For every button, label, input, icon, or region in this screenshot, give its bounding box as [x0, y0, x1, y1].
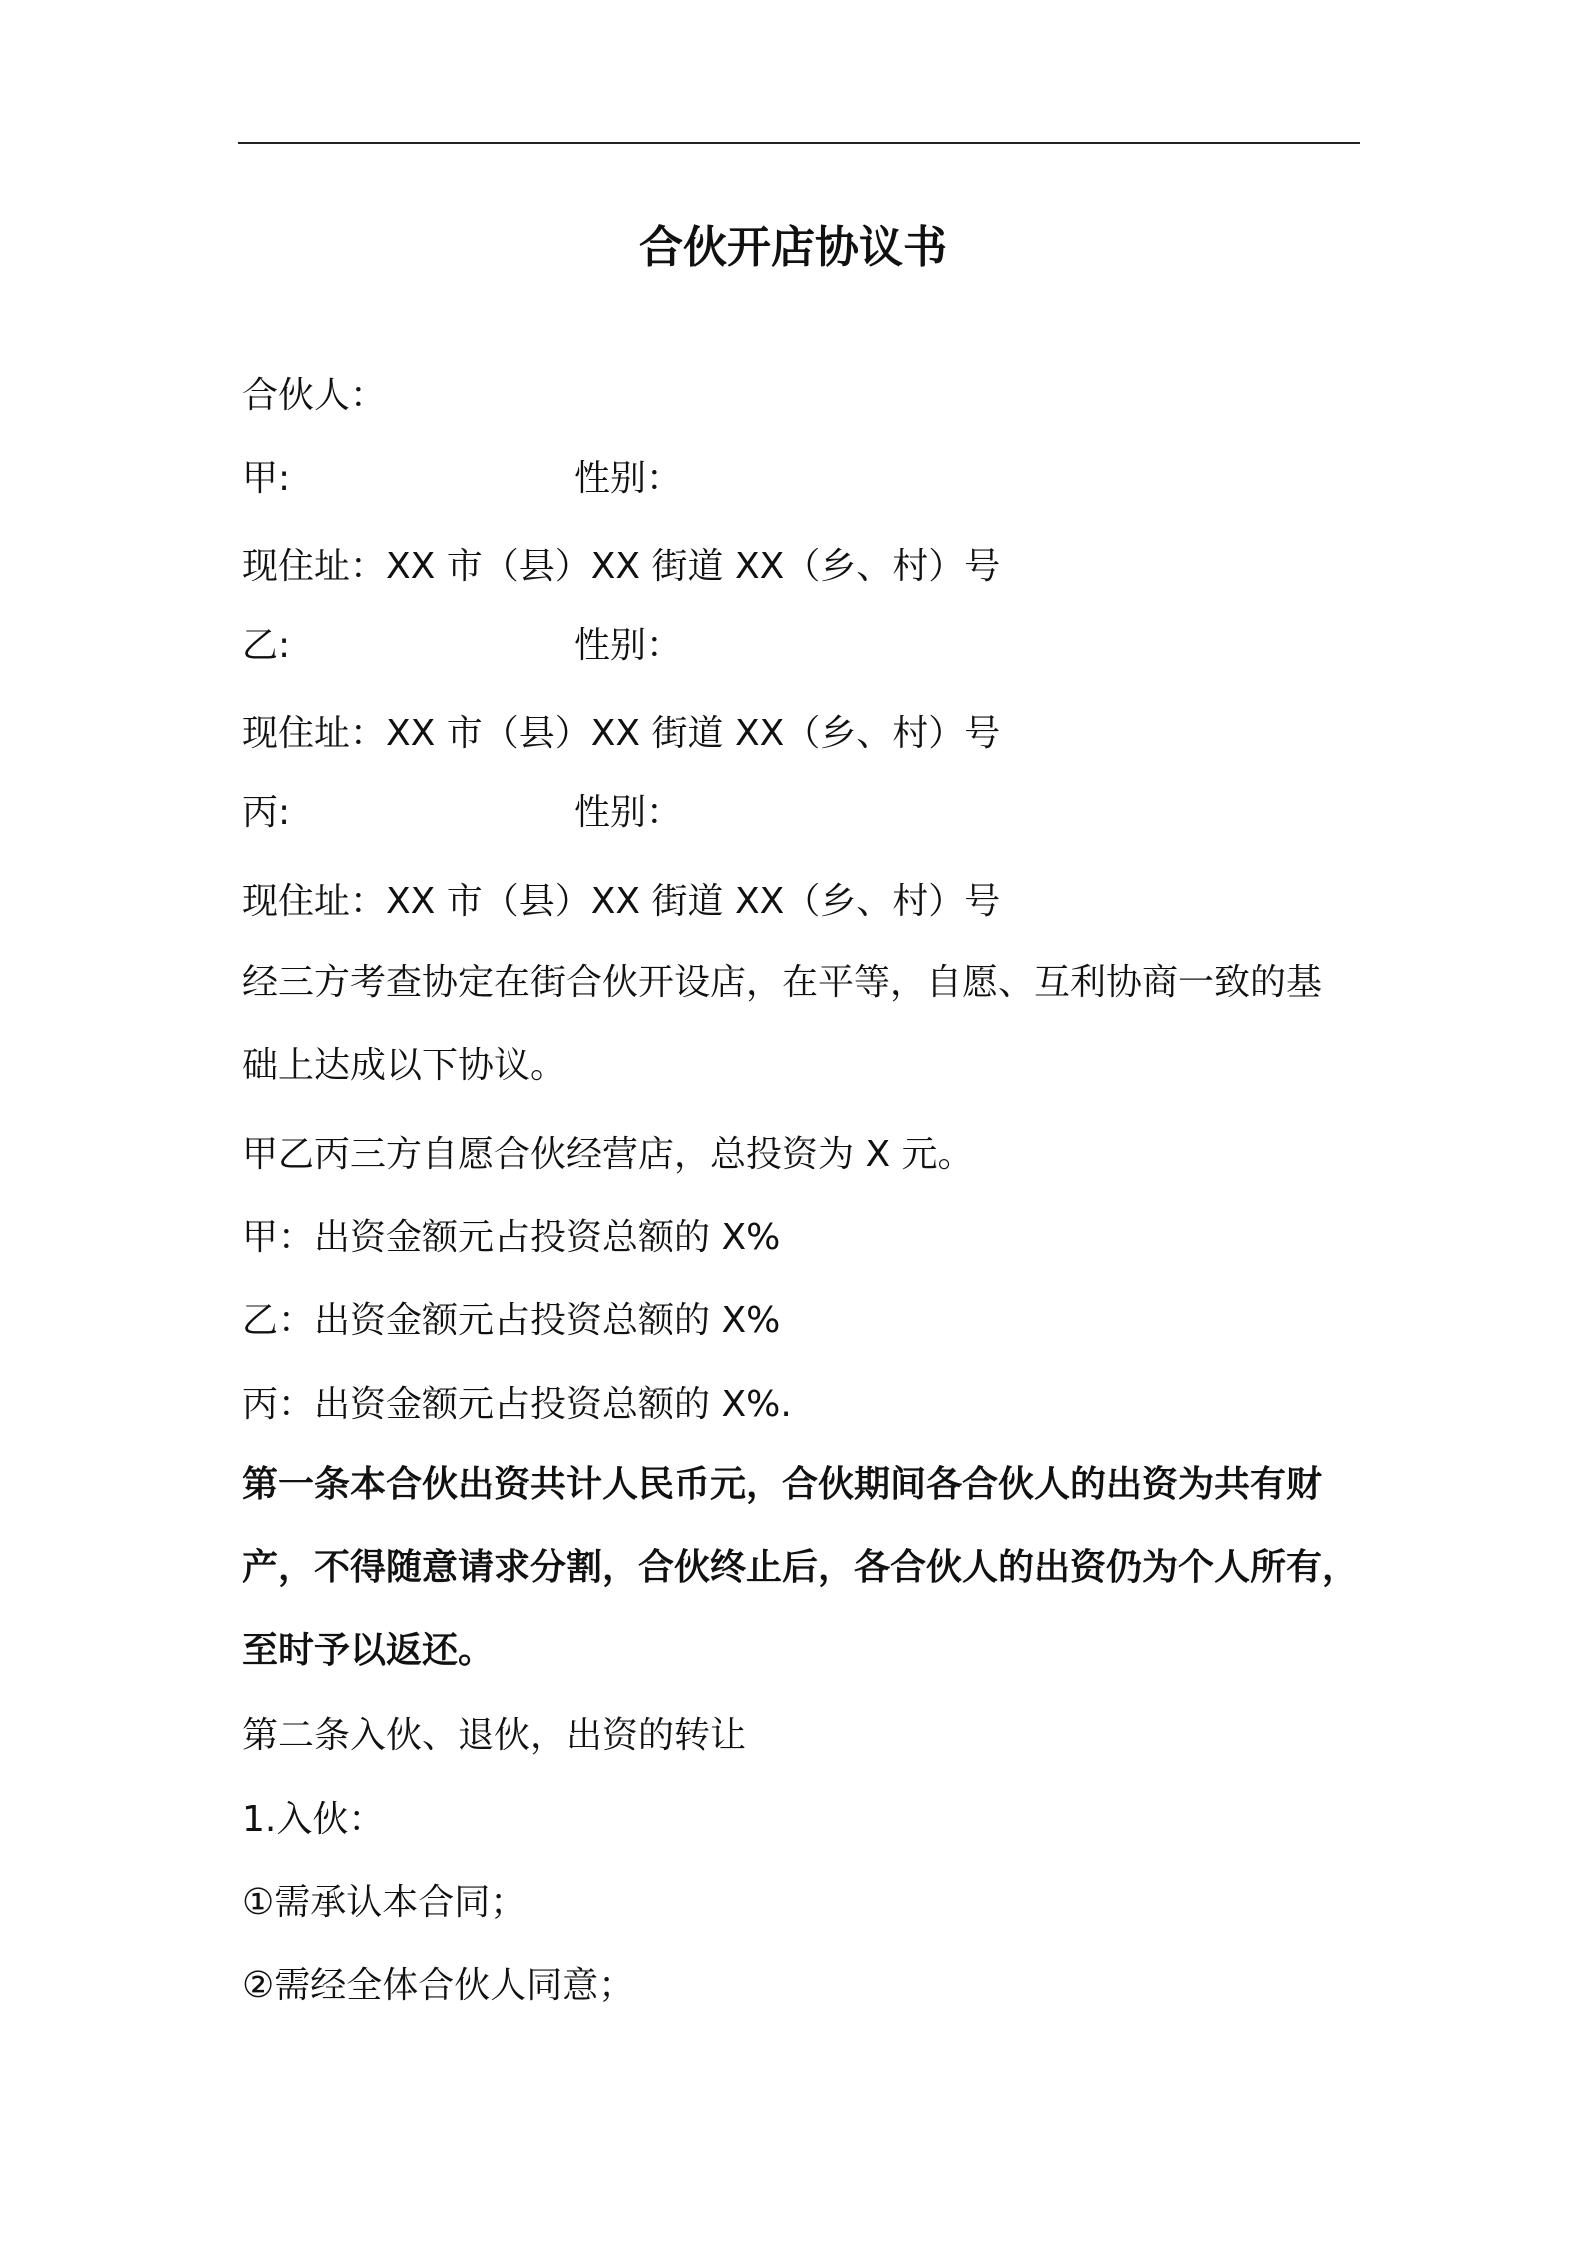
join-item-1: ①需承认本合同； [242, 1882, 527, 1923]
party-b-address: 现住址：XX 市（县）XX 街道 XX（乡、村）号 [242, 713, 1001, 754]
party-c-address: 现住址：XX 市（县）XX 街道 XX（乡、村）号 [242, 881, 1001, 922]
investment-total: 甲乙丙三方自愿合伙经营店，总投资为 X 元。 [242, 1134, 974, 1175]
share-party-b: 乙：出资金额元占投资总额的 X% [242, 1300, 781, 1341]
party-a-label: 甲: [242, 458, 291, 499]
header-rule [238, 142, 1360, 144]
article-2-heading: 第二条入伙、退伙，出资的转让 [242, 1715, 747, 1756]
article-1-line-3: 至时予以返还。 [242, 1630, 495, 1671]
document-title: 合伙开店协议书 [639, 222, 947, 273]
share-party-c: 丙：出资金额元占投资总额的 X%. [242, 1384, 792, 1425]
party-a-gender-label: 性别： [574, 458, 683, 499]
intro-line-2: 础上达成以下协议。 [242, 1045, 567, 1086]
join-heading: 1.入伙： [242, 1799, 385, 1840]
party-c-label: 丙: [242, 792, 291, 833]
party-b-gender-label: 性别： [574, 625, 683, 666]
party-b-label: 乙: [242, 625, 291, 666]
article-1-line-2: 产，不得随意请求分割，合伙终止后，各合伙人的出资仍为个人所有， [242, 1547, 1359, 1588]
join-item-2: ②需经全体合伙人同意； [242, 1965, 635, 2006]
share-party-a: 甲：出资金额元占投资总额的 X% [242, 1217, 781, 1258]
partners-label: 合伙人： [242, 375, 387, 416]
article-1-line-1: 第一条本合伙出资共计人民币元，合伙期间各合伙人的出资为共有财 [242, 1464, 1323, 1505]
party-c-gender-label: 性别： [574, 792, 683, 833]
intro-line-1: 经三方考查协定在街合伙开设店，在平等，自愿、互利协商一致的基 [242, 962, 1323, 1003]
party-a-address: 现住址：XX 市（县）XX 街道 XX（乡、村）号 [242, 546, 1001, 587]
